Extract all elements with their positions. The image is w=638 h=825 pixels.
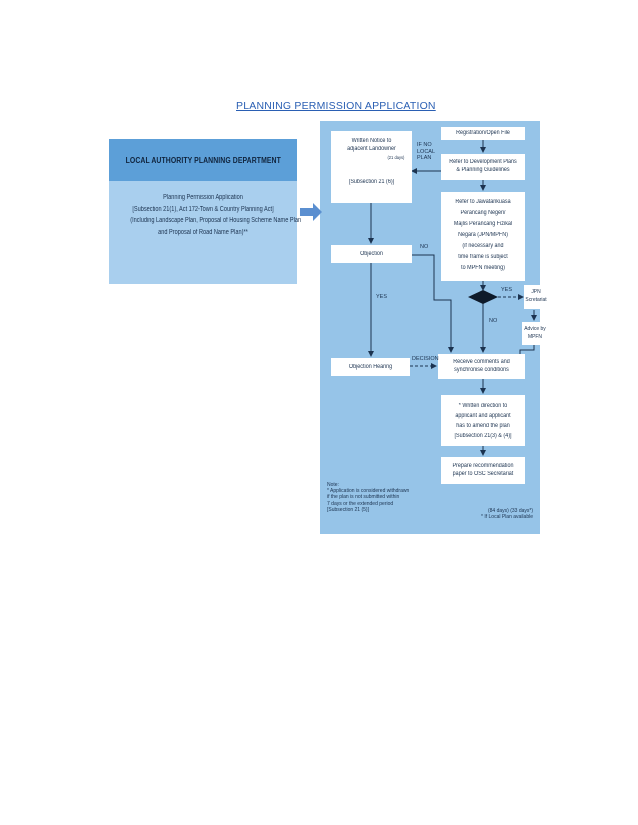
written-direction-line: has to amend the plan [456,423,510,429]
note-line: if the plan is not submitted within [327,494,400,501]
jawatankuasa-box [441,192,525,281]
development-plans-line: & Planning Guidelines [456,167,510,174]
advice-mpfn-line: Advice by [524,326,546,332]
yes-decision-label: YES [501,287,513,293]
objection-label: Objection [360,251,383,257]
notes-right [473,508,533,521]
application-line: and Proposal of Road Name Plan)** [158,228,248,236]
written-notice-line: Written Notice to [351,138,392,144]
decision-label: DECISION [412,356,439,362]
department-title: LOCAL AUTHORITY PLANNING DEPARTMENT [125,155,281,165]
jawatankuasa-line: Refer to Jawatankuasa [455,199,511,205]
decision-diamond-icon [468,290,498,304]
submission-arrow-icon [300,203,322,221]
advice-mpfn-line: MPFN [527,334,543,341]
prepare-recommendation-line: paper to OSC Secretariat [452,471,514,478]
prepare-recommendation-box [441,457,525,484]
note-line: [Subsection 21 (5)] [327,506,369,513]
no-objection-label: NO [420,244,429,250]
application-line: [Subsection 21(1), Act 172-Town & Country Planning Act] [132,205,274,213]
jawatankuasa-line: Perancang Negeri/ [460,210,506,216]
registration-box [441,127,525,140]
if-no-local-plan-label [417,142,435,162]
written-notice-line: adjacent Landowner [347,146,396,153]
advice-mpfn-box [522,322,548,345]
application-line: Planning Permission Application [163,194,243,201]
note-line: (84 days) (33 days*) [487,508,533,514]
jawatankuasa-line: (if necessary and [462,243,504,249]
objection-hearing-box [331,358,410,376]
jawatankuasa-line: Negara (JPN/MPFN) [458,232,508,238]
jpn-secretariat-line: Scretariat [525,297,547,304]
note-line: 7 days or the extended period [327,500,394,507]
notes-left [327,482,409,513]
receive-comments-box [438,354,525,379]
if-no-local-plan-line: IF NO [417,142,432,148]
receive-comments-line: synchronise conditions [454,367,509,374]
receive-comments-line: Receive comments and [453,359,510,365]
development-plans-box [441,154,525,180]
page-title: PLANNING PERMISSION APPLICATION [236,100,436,112]
registration-label: Registration/Open File [456,130,510,136]
no-decision-label: NO [489,318,498,324]
jpn-secretariat-box [524,285,548,309]
objection-hearing-label: Objection Hearing [348,364,393,370]
note-line: * If Local Plan available [481,514,533,521]
jpn-secretariat-line: JPN [531,289,541,295]
yes-objection-label: YES [376,294,388,300]
note-line: Note: [327,482,339,488]
note-line: * Application is considered withdrawn [327,488,410,495]
development-plans-line: Refer to Development Plans [449,159,517,165]
written-direction-line: [Subsection 21(3) & (4)] [454,433,512,439]
jawatankuasa-line: Majlis Perancang Fizikal [453,221,513,227]
prepare-recommendation-line: Prepare recommendation [452,463,514,469]
if-no-local-plan-line: PLAN [417,155,432,161]
written-direction-line: * Written direction to [458,403,508,409]
written-notice-days: (21 days) [387,154,405,160]
subsection-21-6: [Subsection 21 (6)] [348,179,395,186]
if-no-local-plan-line: LOCAL [417,148,436,155]
jawatankuasa-line: time frame is subject [458,254,508,260]
objection-box [331,245,412,263]
jawatankuasa-line: to MPFN meeting) [461,265,505,271]
application-line: (Including Landscape Plan, Proposal of Housing Scheme Name Plan [130,217,302,224]
written-direction-box [441,395,525,446]
written-direction-line: applicant and applicant [455,413,511,419]
written-notice-box [331,131,412,203]
